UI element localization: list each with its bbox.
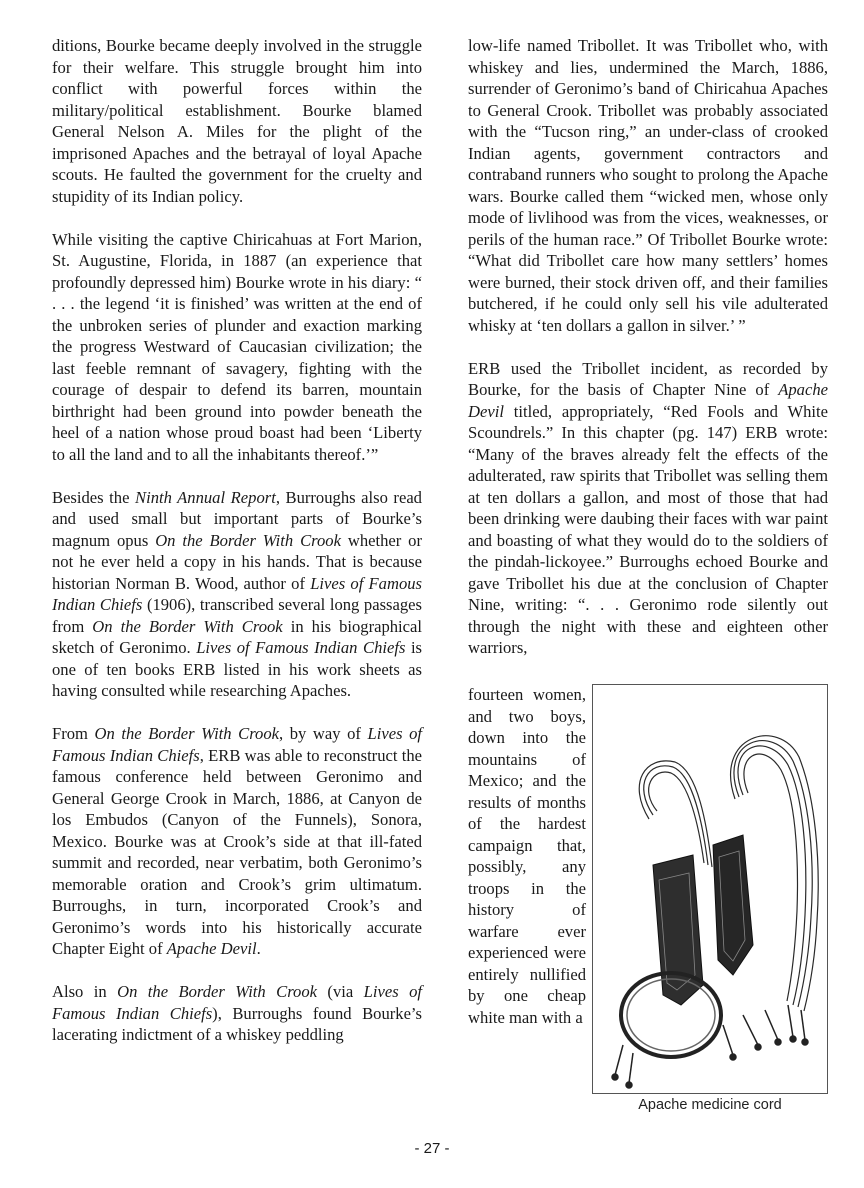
paragraph: Also in On the Border With Crook (via Lives of Famous Indian Chiefs), Burroughs found Bourke’s lacerating indictment of a whiskey peddling bbox=[52, 982, 422, 1044]
paragraph: From On the Border With Crook, by way of Lives of Famous Indian Chiefs, ERB was able to reconstruct the famous conference held between Geronimo and General George Crook in March, 1886, at Canyon de los Embudos (Canyon of the Funnels), Sonora, Mexico. Bourke was at Crook’s side at that ill-fated summit and recorded, near verbatim, both Geronimo’s memorable oration and Crook’s grim ultimatum. Burroughs, in turn, incorporated Crook’s and Geronimo’s words into his historically accurate Chapter Eight of Apache Devil. bbox=[52, 724, 423, 958]
paragraph: fourteen women, and two boys, down into the mountains of Mexico; and the results of months of the hardest campaign that, possibly, any troops in the history of warfare ever experienced were entirely nullified by one cheap white man with a bbox=[468, 685, 586, 1027]
paragraph: low-life named Tribollet. It was Tribollet who, with whiskey and lies, undermined the March, 1886, surrender of Geronimo’s band of Chiricahua Apaches to General Crook. Tribollet was probably associated with the “Tucson ring,” an under-class of crooked Indian agents, government contractors and contraband runners who sought to prolong the Apache wars. Bourke called them “wicked men, whose only mode of livlihood was from the vices, weaknesses, or perils of the human race.” Of Tribollet Bourke wrote: “What did Tribollet care how many settlers’ homes were burned, their stock driven off, and their families butchered, if he could only sell his vile adulterated whisky at ‘ten dollars a gallon in silver.’ ” bbox=[468, 36, 828, 335]
figure-caption: Apache medicine cord bbox=[638, 1097, 782, 1113]
page-number: - 27 - bbox=[414, 1140, 450, 1157]
paragraph: ditions, Bourke became deeply involved in the struggle for their welfare. This struggle brought him into conflict with powerful forces within the military/political establishment. Bourke blamed General Nelson A. Miles for the plight of the imprisoned Apaches and the betrayal of loyal Apache scouts. He faulted the government for the cruelty and stupidity of its Indian policy. bbox=[52, 36, 422, 206]
left-column bbox=[52, 35, 422, 1046]
paragraph: While visiting the captive Chiricahuas at Fort Marion, St. Augustine, Florida, in 1887 (an experience that profoundly depressed him) Bourke wrote in his diary: “ . . . the legend ‘it is finished’ was written at the end of the unbroken series of plunder and exaction marking the progress Westward of Caucasian civilization; the last feeble remnant of savagery, fighting with the courage of despair to defend its barren, mountain birthright had been ground into powder beneath the heel of a nation whose proud boast had been ‘Liberty to all the land and to all the inhabitants thereof.’” bbox=[52, 229, 422, 464]
medicine-cord-illustration bbox=[593, 685, 829, 1095]
wrapped-text-beside-figure bbox=[468, 684, 586, 1028]
paragraph: Besides the Ninth Annual Report, Burroughs also read and used small but important parts of Bourke’s magnum opus On the Border With Crook whether or not he ever held a copy in his hands. That is because historian Norman B. Wood, author of Lives of Famous Indian Chiefs (1906), transcribed several long passages from On the Border With Crook in his biographical sketch of Geronimo. Lives of Famous Indian Chiefs is one of ten books ERB listed in his work sheets as having consulted while researching Apaches. bbox=[52, 487, 423, 700]
figure-frame bbox=[592, 684, 828, 1094]
right-column bbox=[468, 35, 828, 659]
paragraph: ERB used the Tribollet incident, as recorded by Bourke, for the basis of Chapter Nine of Apache Devil titled, appropriately, “Red Fools and White Scoundrels.” In this chapter (pg. 147) ERB wrote: “Many of the braves already felt the effects of the adulterated, raw spirits that Tribollet was selling them at ten dollars a gallon, and most of those that had been drinking were daubing their faces with war paint and boasting of what they would do to the soldiers of the pindah-lickoyee.” Burroughs echoed Bourke and gave Tribollet his due at the conclusion of Chapter Nine, writing: “. . . Geronimo rode silently out through the night with these and eighteen other warriors, bbox=[468, 358, 828, 657]
